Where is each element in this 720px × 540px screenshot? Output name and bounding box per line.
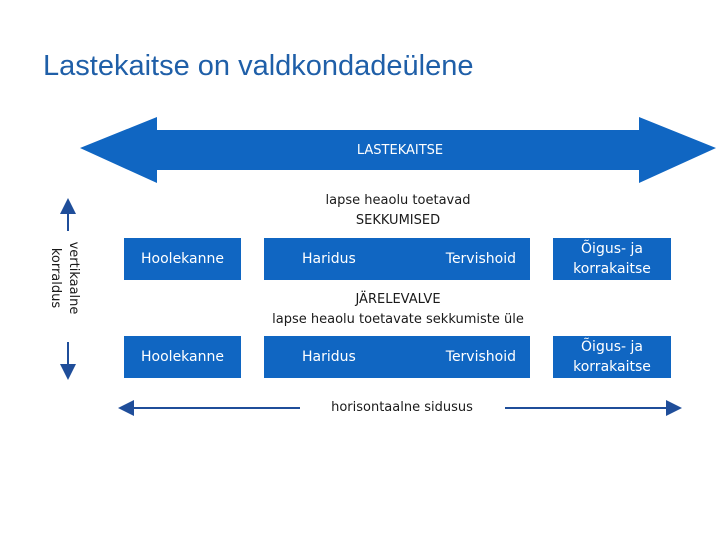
vertical-axis-line1: vertikaalne bbox=[66, 241, 81, 315]
row2-welfare-label: Hoolekanne bbox=[141, 349, 224, 365]
vertical-axis-line2: korraldus bbox=[48, 247, 63, 309]
row2-law-line1: Õigus- ja bbox=[581, 339, 643, 355]
row2-health-label: Tervishoid bbox=[445, 349, 516, 365]
row2-education-label: Haridus bbox=[302, 349, 356, 365]
row1-education-label: Haridus bbox=[302, 251, 356, 267]
row1-welfare-label: Hoolekanne bbox=[141, 251, 224, 267]
row1-law-line2: korrakaitse bbox=[573, 261, 651, 277]
vertical-axis-label bbox=[42, 233, 82, 323]
row1-law-line1: Õigus- ja bbox=[581, 241, 643, 257]
interventions-caption-line2: SEKKUMISED bbox=[355, 213, 441, 228]
supervision-caption-line1: JÄRELEVALVE bbox=[355, 292, 441, 307]
horizontal-axis-label: horisontaalne sidusus bbox=[303, 397, 501, 419]
row1-health-label: Tervishoid bbox=[445, 251, 516, 267]
row2-law-line2: korrakaitse bbox=[573, 359, 651, 375]
banner-label: LASTEKAITSE bbox=[356, 143, 444, 158]
supervision-caption-line2: lapse heaolu toetavate sekkumiste üle bbox=[272, 312, 524, 327]
page-title: Lastekaitse on valdkondadeülene bbox=[43, 50, 474, 82]
interventions-caption-line1: lapse heaolu toetavad bbox=[325, 193, 471, 208]
